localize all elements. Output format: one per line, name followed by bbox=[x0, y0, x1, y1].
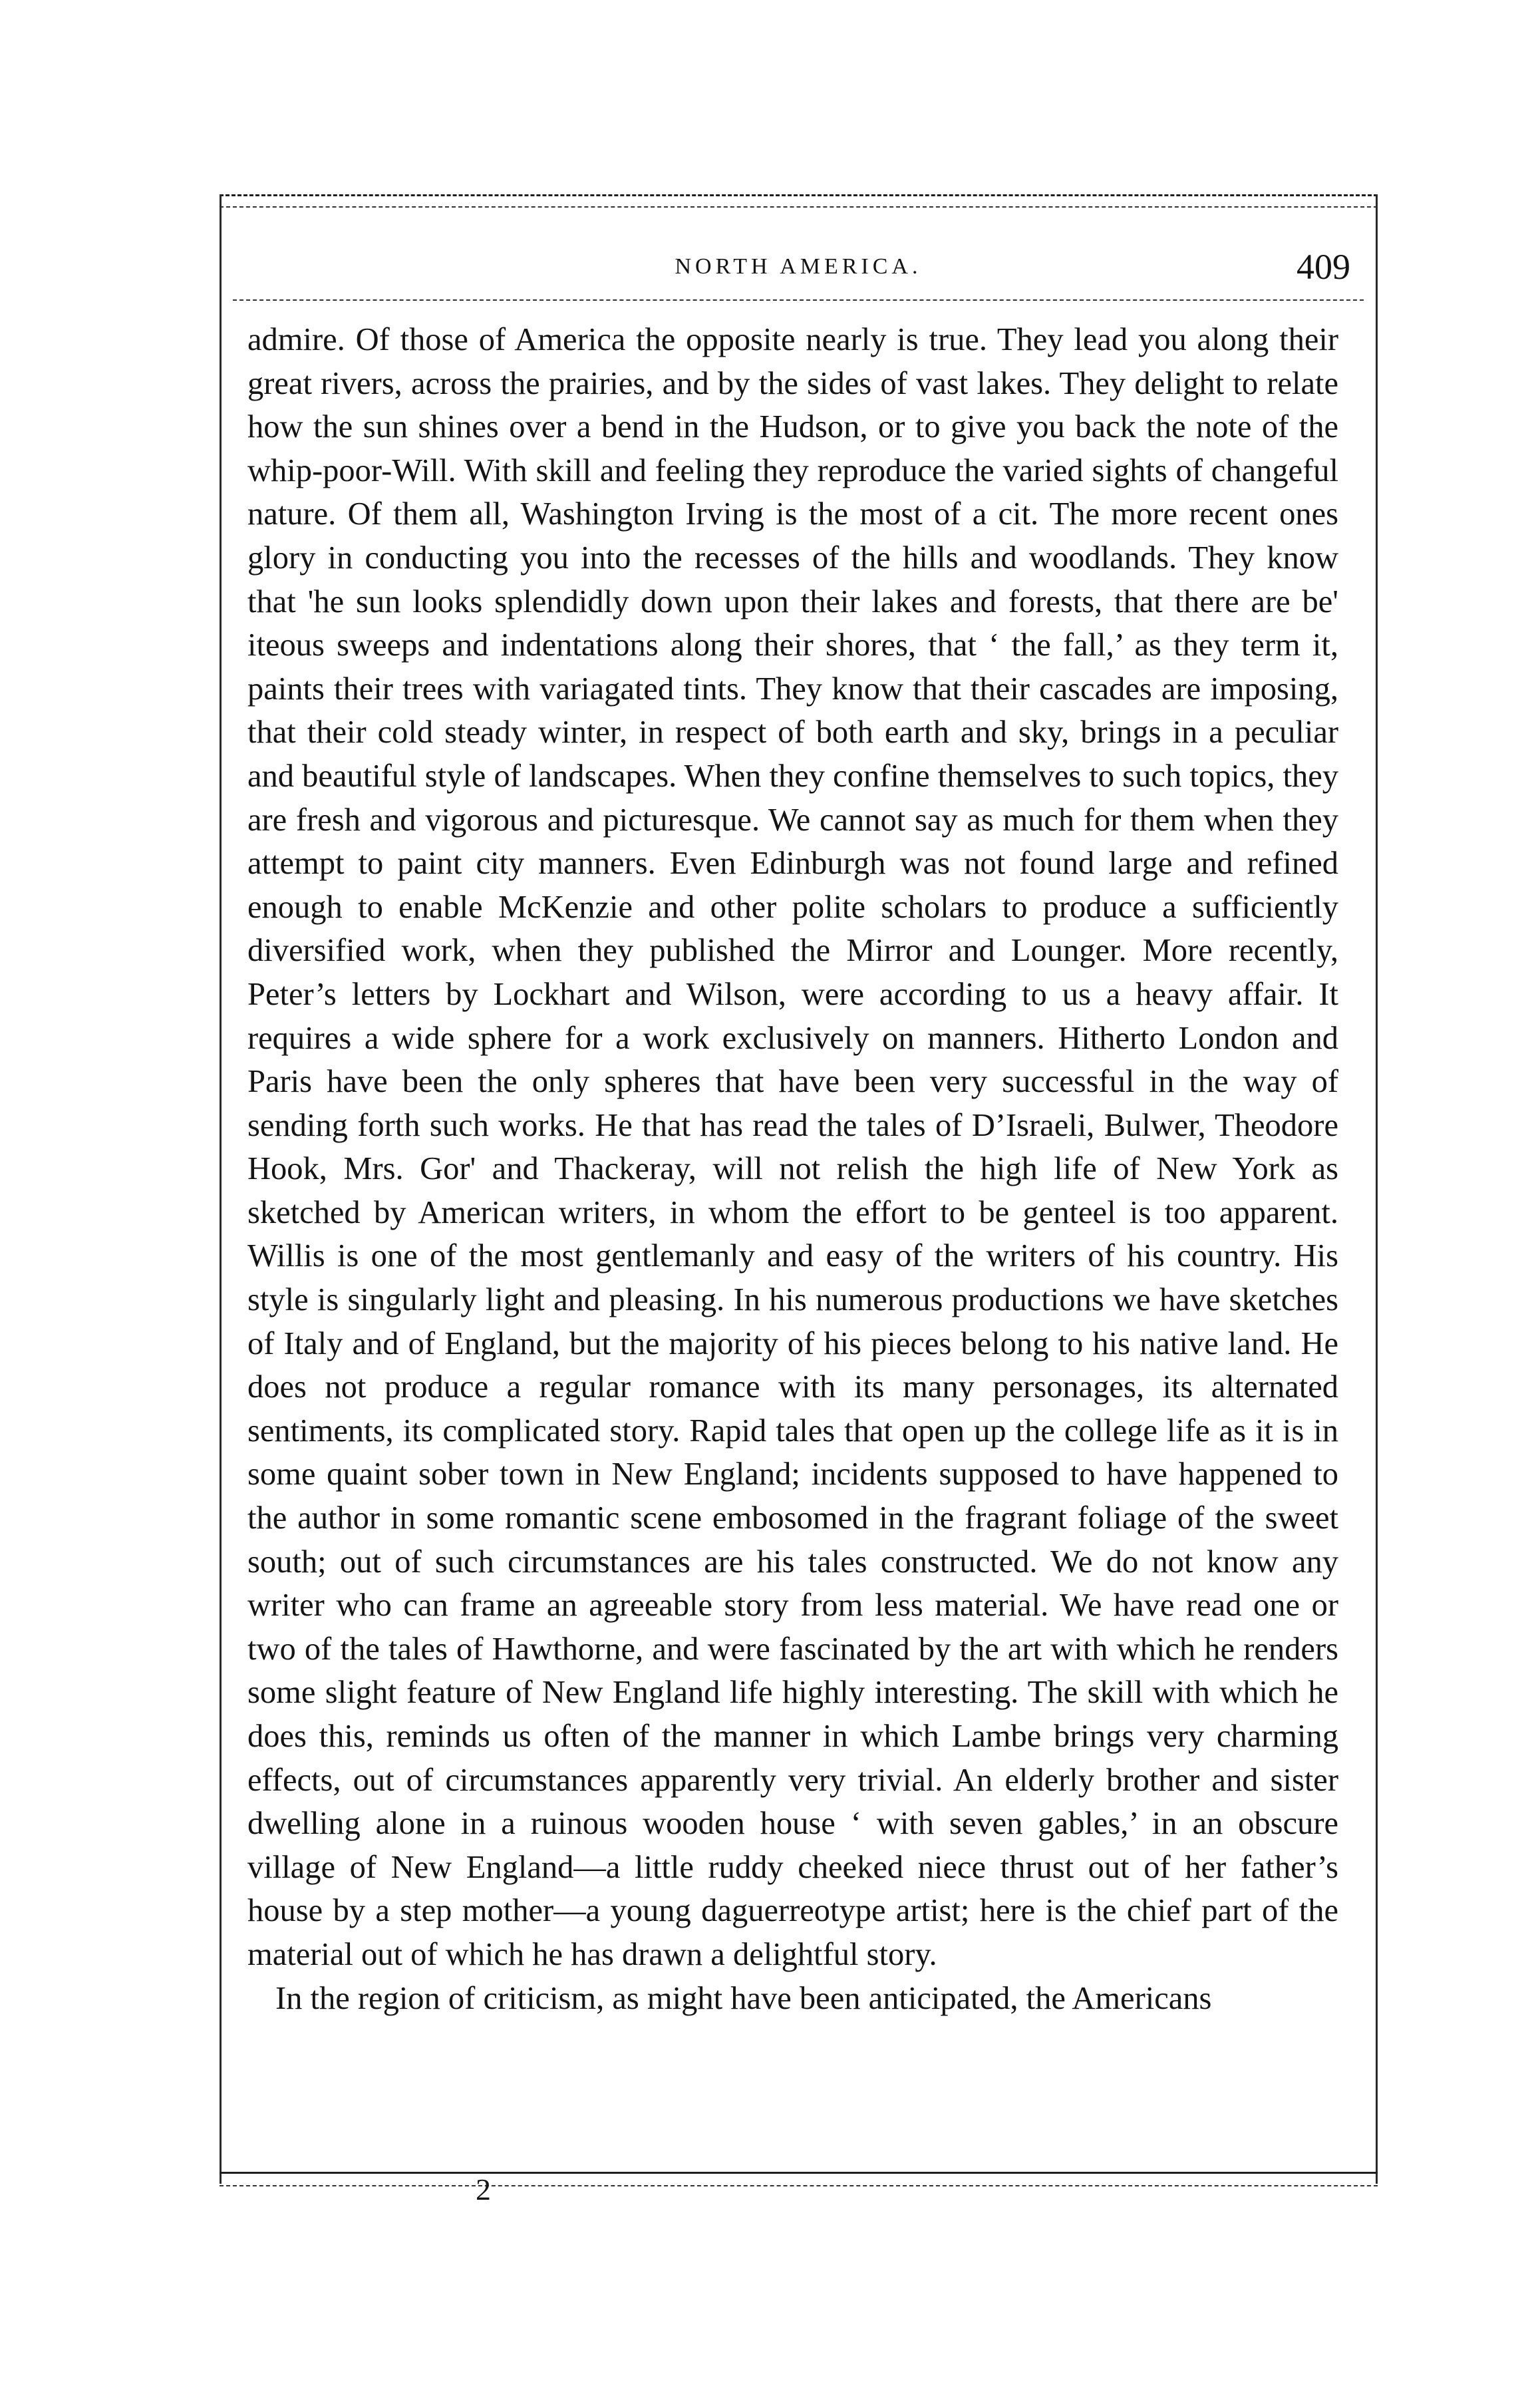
running-head bbox=[233, 246, 1364, 293]
page-number: 409 bbox=[1297, 247, 1350, 287]
paragraph: admire. Of those of America the opposite nearly is true. They lead you along their great rivers, across the prairies, and by the sides of vast lakes. They delight to relate how the sun shines over a bend in the Hudson, or to give you back the note of the whip-poor-Will. With skill and feeling they reproduce the varied sights of changeful nature. Of them all, Washington Irving is the most of a cit. The more recent ones glory in conducting you into the recesses of the hills and woodlands. They know that 'he sun looks splendidly down upon their lakes and forests, that there are be' iteous sweeps and indentations along their shores, that ‘ the fall,’ as they term it, paints their trees with variagated tints. They know that their cascades are imposing, that their cold steady winter, in respect of both earth and sky, brings in a peculiar and beautiful style of landscapes. When they confine themselves to such topics, they are fresh and vigorous and picturesque. We cannot say as much for them when they attempt to paint city manners. Even Edinburgh was not found large and refined enough to enable McKenzie and other polite scholars to produce a sufficiently diversified work, when they published the Mirror and Lounger. More recently, Peter’s letters by Lockhart and Wilson, were according to us a heavy affair. It requires a wide sphere for a work exclusively on manners. Hitherto London and Paris have been the only spheres that have been very successful in the way of sending forth such works. He that has read the tales of D’Israeli, Bulwer, Theodore Hook, Mrs. Gor' and Thackeray, will not relish the high life of New York as sketched by American writers, in whom the effort to be genteel is too apparent. Willis is one of the most gentlemanly and easy of the writers of his country. His style is singularly light and pleasing. In his numerous productions we have sketches of Italy and of England, but the majority of his pieces belong to his native land. He does not produce a regular romance with its many personages, its alternated sentiments, its complicated story. Rapid tales that open up the college life as it is in some quaint sober town in New England; incidents supposed to have happened to the author in some romantic scene embosomed in the fragrant foliage of the sweet south; out of such circumstances are his tales constructed. We do not know any writer who can frame an agreeable story from less material. We have read one or two of the tales of Hawthorne, and were fascinated by the art with which he renders some slight feature of New England life highly interesting. The skill with which he does this, reminds us often of the manner in which Lambe brings very charming effects, out of circumstances apparently very trivial. An elderly brother and sister dwelling alone in a ruinous wooden house ‘ with seven gables,’ in an obscure village of New England—a little ruddy cheeked niece thrust out of her father’s house by a step mother—a young daguerreotype artist; here is the chief part of the material out of which he has drawn a delightful story. bbox=[247, 322, 1338, 1972]
bottom-border-rule-outer bbox=[220, 2185, 1378, 2186]
signature-mark: 2 bbox=[476, 2172, 491, 2206]
bottom-border-rule bbox=[220, 2172, 1378, 2174]
body-text bbox=[247, 318, 1338, 2020]
running-title: NORTH AMERICA. bbox=[675, 254, 922, 279]
paragraph: In the region of criticism, as might have been anticipated, the Americans bbox=[275, 1980, 1212, 2016]
header-rule bbox=[233, 299, 1364, 301]
